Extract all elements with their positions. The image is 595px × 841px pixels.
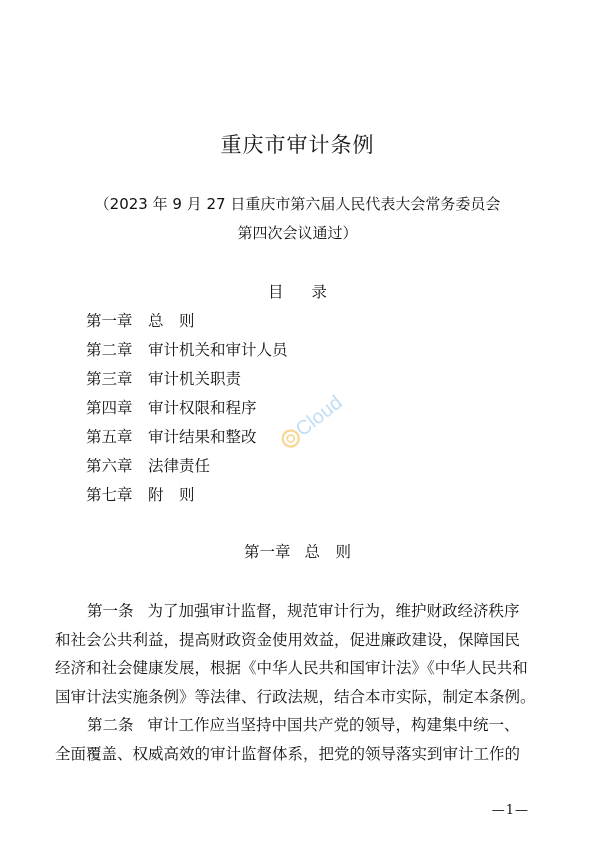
article-number: 第一条 bbox=[87, 602, 134, 620]
chapter-name: 总 则 bbox=[304, 543, 352, 561]
toc-item[interactable] bbox=[86, 367, 288, 396]
body-line bbox=[55, 711, 529, 740]
toc-item[interactable] bbox=[86, 425, 288, 454]
toc-chapter-title: 审计权限和程序 bbox=[148, 399, 257, 417]
body-line bbox=[55, 597, 529, 626]
table-of-contents bbox=[86, 309, 288, 512]
toc-item[interactable] bbox=[86, 338, 288, 367]
toc-chapter-title: 法律责任 bbox=[148, 457, 211, 475]
svg-text:Cloud: Cloud bbox=[291, 391, 347, 442]
article-number: 第二条 bbox=[87, 716, 134, 734]
toc-item[interactable] bbox=[86, 309, 288, 338]
body-line: 全面覆盖、权威高效的审计监督体系，把党的领导落实到审计工作的 bbox=[55, 744, 521, 763]
toc-chapter-title: 审计结果和整改 bbox=[148, 428, 257, 446]
toc-item[interactable] bbox=[86, 396, 288, 425]
document-body bbox=[55, 597, 536, 768]
toc-heading: 目录 bbox=[267, 283, 355, 301]
chapter-number: 第一章 bbox=[243, 543, 291, 561]
article-text: 为了加强审计监督，规范审计行为，维护财政经济秩序 bbox=[147, 602, 520, 620]
toc-chapter-number: 第五章 bbox=[86, 428, 133, 446]
body-line: 经济和社会健康发展，根据《中华人民共和国审计法》《中华人民共和 bbox=[55, 659, 528, 677]
toc-chapter-title: 附 则 bbox=[148, 486, 195, 504]
toc-chapter-title: 审计机关和审计人员 bbox=[148, 341, 288, 359]
toc-chapter-number: 第一章 bbox=[86, 312, 133, 330]
page-number: —1— bbox=[491, 803, 529, 818]
toc-item[interactable] bbox=[86, 454, 288, 483]
body-line: 国审计法实施条例》等法律、行政法规，结合本市实际，制定本条例。 bbox=[55, 687, 536, 706]
chapter-heading bbox=[0, 540, 595, 562]
toc-item[interactable] bbox=[86, 483, 288, 512]
toc-chapter-title: 审计机关职责 bbox=[148, 370, 242, 388]
toc-chapter-number: 第四章 bbox=[86, 399, 133, 417]
article-text: 审计工作应当坚持中国共产党的领导，构建集中统一、 bbox=[147, 716, 520, 734]
adoption-note-line-2: 第四次会议通过） bbox=[237, 224, 358, 242]
document-title: 重庆市审计条例 bbox=[220, 133, 375, 157]
toc-chapter-number: 第七章 bbox=[86, 486, 133, 504]
toc-chapter-number: 第二章 bbox=[86, 341, 133, 359]
toc-chapter-title: 总 则 bbox=[148, 312, 195, 330]
adoption-note-line-1: （2023 年 9 月 27 日重庆市第六届人民代表大会常务委员会 bbox=[94, 195, 501, 213]
toc-chapter-number: 第六章 bbox=[86, 457, 133, 475]
body-line: 和社会公共利益，提高财政资金使用效益，促进廉政建设，保障国民 bbox=[55, 630, 521, 649]
toc-chapter-number: 第三章 bbox=[86, 370, 133, 388]
cloud-watermark-icon bbox=[262, 382, 352, 462]
